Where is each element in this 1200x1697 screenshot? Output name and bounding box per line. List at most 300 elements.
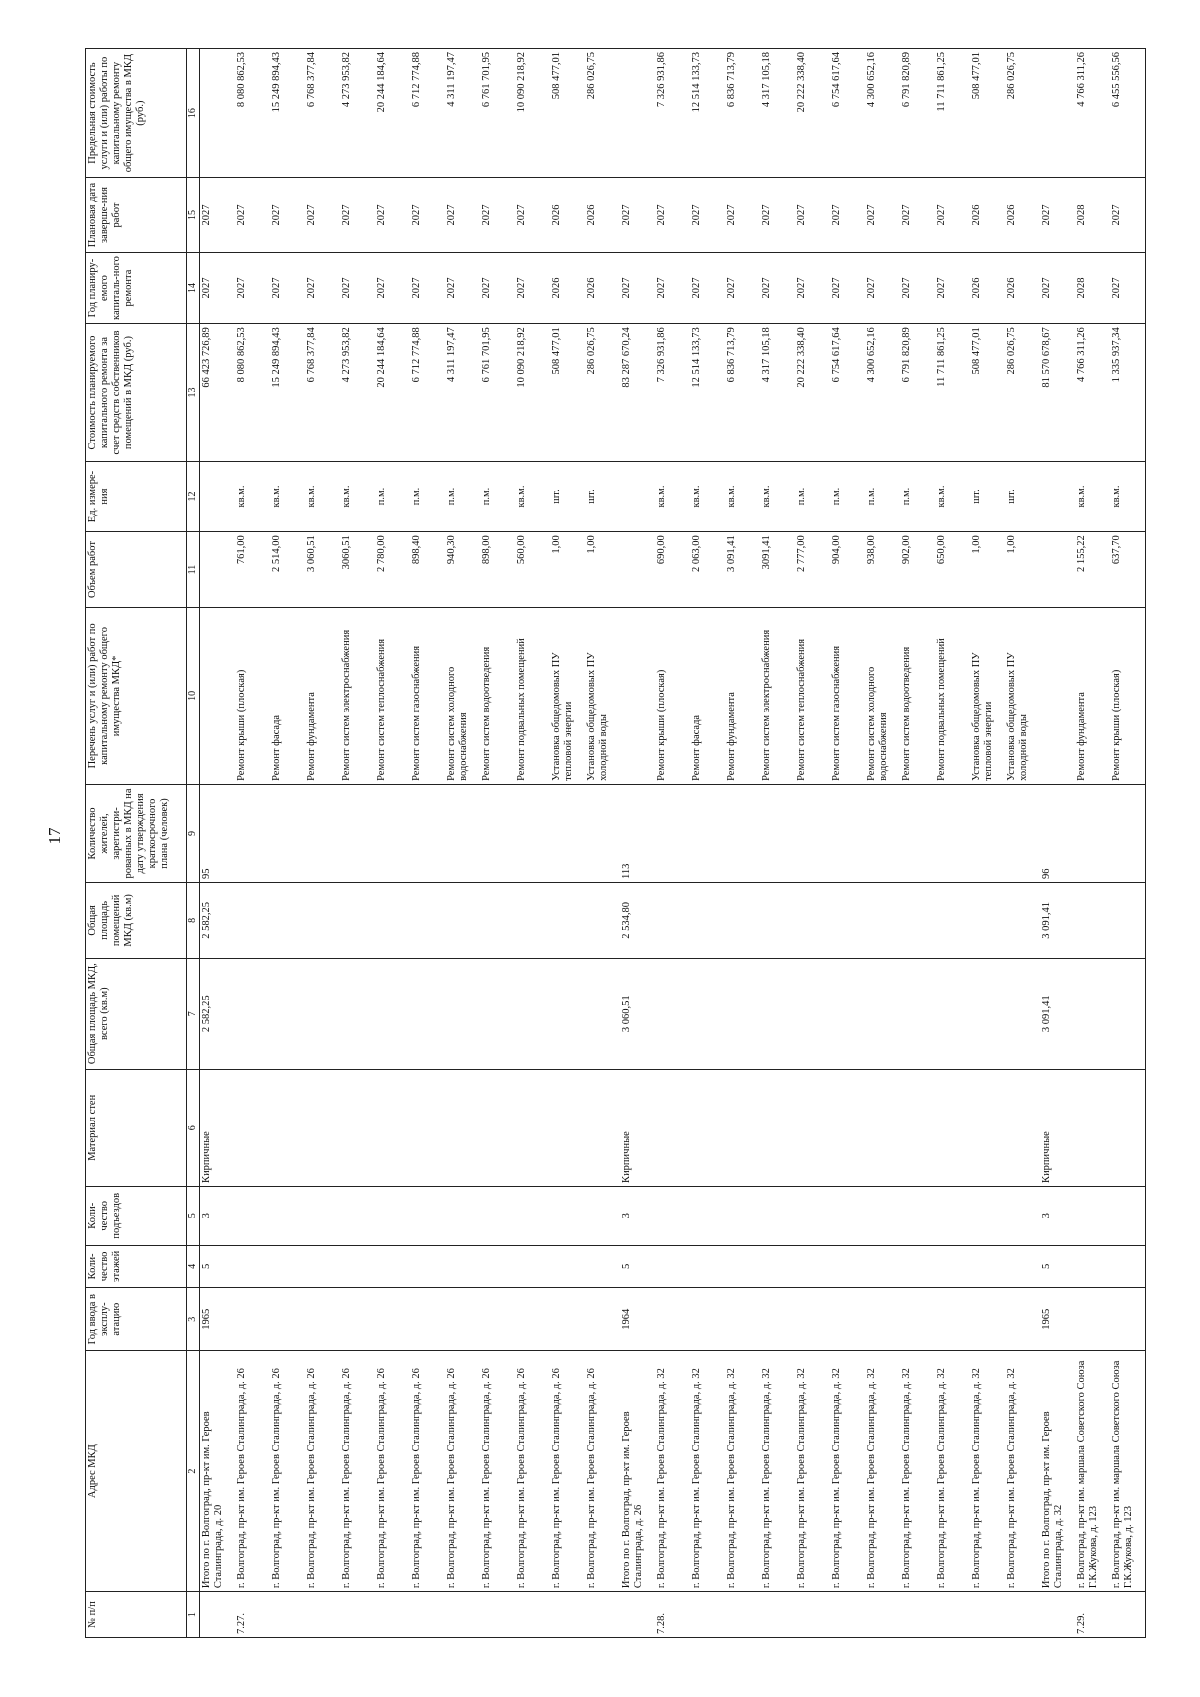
planned-year-cell: 2027 bbox=[830, 252, 865, 323]
planned-year-cell: 2026 bbox=[970, 252, 1005, 323]
planned-year-cell: 2027 bbox=[935, 252, 970, 323]
work-type-cell: Ремонт систем холодного водоснабжения bbox=[445, 607, 480, 784]
row-number bbox=[900, 1592, 935, 1638]
total-area-cell bbox=[760, 958, 795, 1069]
header-cell-7: Общая площадь МКД, всего (кв.м) bbox=[86, 958, 187, 1069]
max-cost-cell: 4 300 652,16 bbox=[865, 49, 900, 178]
address-cell: г. Волгоград, пр-кт им. Героев Сталинграда, д. 32 bbox=[900, 1351, 935, 1592]
planned-year-cell: 2027 bbox=[445, 252, 480, 323]
entrances-cell bbox=[690, 1186, 725, 1245]
wall-material-cell bbox=[865, 1069, 900, 1186]
year-built-cell bbox=[585, 1288, 620, 1351]
completion-date-cell: 2027 bbox=[270, 178, 305, 253]
unit-cell: кв.м. bbox=[235, 461, 270, 531]
entrances-cell bbox=[235, 1186, 270, 1245]
work-type-cell: Ремонт систем газоснабжения bbox=[410, 607, 445, 784]
table-row bbox=[305, 49, 340, 1638]
address-cell: г. Волгоград, пр-кт им. Героев Сталинграда, д. 32 bbox=[830, 1351, 865, 1592]
planned-year-cell: 2027 bbox=[760, 252, 795, 323]
header-cell-12: Ед. измере-ния bbox=[86, 461, 187, 531]
cost-cell: 83 287 670,24 bbox=[620, 324, 655, 462]
residents-cell bbox=[515, 784, 550, 882]
premises-area-cell bbox=[445, 883, 480, 959]
floors-cell bbox=[725, 1245, 760, 1288]
completion-date-cell: 2027 bbox=[305, 178, 340, 253]
completion-date-cell: 2027 bbox=[1040, 178, 1075, 253]
completion-date-cell: 2027 bbox=[340, 178, 375, 253]
total-area-cell: 2 582,25 bbox=[199, 958, 235, 1069]
year-built-cell bbox=[410, 1288, 445, 1351]
cost-cell: 6 768 377,84 bbox=[305, 324, 340, 462]
work-type-cell bbox=[620, 607, 655, 784]
max-cost-cell: 508 477,01 bbox=[970, 49, 1005, 178]
floors-cell bbox=[690, 1245, 725, 1288]
table-row bbox=[760, 49, 795, 1638]
work-volume-cell: 940,30 bbox=[445, 532, 480, 608]
planned-year-cell: 2026 bbox=[585, 252, 620, 323]
row-number bbox=[199, 1592, 235, 1638]
completion-date-cell: 2027 bbox=[1110, 178, 1146, 253]
wall-material-cell bbox=[970, 1069, 1005, 1186]
column-number: 13 bbox=[187, 324, 200, 462]
unit-cell: кв.м. bbox=[270, 461, 305, 531]
unit-cell: кв.м. bbox=[690, 461, 725, 531]
floors-cell: 5 bbox=[620, 1245, 655, 1288]
floors-cell bbox=[760, 1245, 795, 1288]
table-row bbox=[725, 49, 760, 1638]
completion-date-cell: 2027 bbox=[410, 178, 445, 253]
row-number bbox=[305, 1592, 340, 1638]
completion-date-cell: 2027 bbox=[375, 178, 410, 253]
total-area-cell bbox=[795, 958, 830, 1069]
header-cell-15: Плановая дата заверше-ния работ bbox=[86, 178, 187, 253]
cost-cell: 4 300 652,16 bbox=[865, 324, 900, 462]
residents-cell bbox=[270, 784, 305, 882]
wall-material-cell bbox=[795, 1069, 830, 1186]
cost-cell: 6 754 617,64 bbox=[830, 324, 865, 462]
address-cell: г. Волгоград, пр-кт им. Героев Сталинграда, д. 26 bbox=[585, 1351, 620, 1592]
wall-material-cell bbox=[655, 1069, 690, 1186]
work-type-cell: Ремонт крыши (плоская) bbox=[655, 607, 690, 784]
cost-cell: 6 791 820,89 bbox=[900, 324, 935, 462]
work-volume-cell: 904,00 bbox=[830, 532, 865, 608]
unit-cell: кв.м. bbox=[515, 461, 550, 531]
completion-date-cell: 2027 bbox=[795, 178, 830, 253]
max-cost-cell: 7 326 931,86 bbox=[655, 49, 690, 178]
cost-cell: 20 244 184,64 bbox=[375, 324, 410, 462]
header-cell-9: Количество жителей, зарегистри-рованных в МКД на дату утверждения краткосрочного плана (человек) bbox=[86, 784, 187, 882]
year-built-cell bbox=[830, 1288, 865, 1351]
premises-area-cell bbox=[515, 883, 550, 959]
entrances-cell: 3 bbox=[1040, 1186, 1075, 1245]
premises-area-cell bbox=[935, 883, 970, 959]
planned-year-cell: 2027 bbox=[305, 252, 340, 323]
cost-cell: 8 080 862,53 bbox=[235, 324, 270, 462]
row-number bbox=[515, 1592, 550, 1638]
max-cost-cell: 286 026,75 bbox=[585, 49, 620, 178]
floors-cell bbox=[1005, 1245, 1040, 1288]
floors-cell bbox=[305, 1245, 340, 1288]
work-volume-cell bbox=[1040, 532, 1075, 608]
work-type-cell: Ремонт фундамента bbox=[725, 607, 760, 784]
row-number bbox=[865, 1592, 900, 1638]
residents-cell bbox=[970, 784, 1005, 882]
table-row bbox=[515, 49, 550, 1638]
column-number: 8 bbox=[187, 883, 200, 959]
work-volume-cell: 1,00 bbox=[550, 532, 585, 608]
planned-year-cell: 2027 bbox=[865, 252, 900, 323]
repair-plan-table bbox=[85, 48, 1146, 1638]
address-cell: г. Волгоград, пр-кт им. Героев Сталинграда, д. 26 bbox=[480, 1351, 515, 1592]
planned-year-cell: 2027 bbox=[690, 252, 725, 323]
work-type-cell bbox=[199, 607, 235, 784]
work-volume-cell: 3 060,51 bbox=[305, 532, 340, 608]
address-cell: г. Волгоград, пр-кт им. Героев Сталинграда, д. 26 bbox=[375, 1351, 410, 1592]
address-cell: Итого по г. Волгоград, пр-кт им. Героев Сталинграда, д. 32 bbox=[1040, 1351, 1075, 1592]
year-built-cell bbox=[235, 1288, 270, 1351]
work-type-cell: Ремонт систем газоснабжения bbox=[830, 607, 865, 784]
total-area-cell: 3 091,41 bbox=[1040, 958, 1075, 1069]
column-number: 7 bbox=[187, 958, 200, 1069]
table-row bbox=[410, 49, 445, 1638]
residents-cell bbox=[410, 784, 445, 882]
planned-year-cell: 2027 bbox=[515, 252, 550, 323]
wall-material-cell: Кирпичные bbox=[199, 1069, 235, 1186]
cost-cell: 508 477,01 bbox=[550, 324, 585, 462]
planned-year-cell: 2027 bbox=[270, 252, 305, 323]
row-number bbox=[760, 1592, 795, 1638]
entrances-cell bbox=[1005, 1186, 1040, 1245]
work-volume-cell: 898,00 bbox=[480, 532, 515, 608]
row-number bbox=[830, 1592, 865, 1638]
work-type-cell: Ремонт фасада bbox=[270, 607, 305, 784]
planned-year-cell: 2027 bbox=[795, 252, 830, 323]
entrances-cell bbox=[970, 1186, 1005, 1245]
residents-cell bbox=[655, 784, 690, 882]
completion-date-cell: 2027 bbox=[620, 178, 655, 253]
total-area-cell bbox=[725, 958, 760, 1069]
premises-area-cell bbox=[690, 883, 725, 959]
cost-cell: 508 477,01 bbox=[970, 324, 1005, 462]
cost-cell: 286 026,75 bbox=[585, 324, 620, 462]
floors-cell bbox=[1075, 1245, 1110, 1288]
residents-cell bbox=[900, 784, 935, 882]
entrances-cell bbox=[445, 1186, 480, 1245]
work-volume-cell: 761,00 bbox=[235, 532, 270, 608]
header-cell-6: Материал стен bbox=[86, 1069, 187, 1186]
work-volume-cell: 637,70 bbox=[1110, 532, 1146, 608]
wall-material-cell bbox=[410, 1069, 445, 1186]
total-area-cell bbox=[585, 958, 620, 1069]
completion-date-cell: 2026 bbox=[970, 178, 1005, 253]
max-cost-cell: 6 791 820,89 bbox=[900, 49, 935, 178]
header-cell-10: Перечень услуг и (или) работ по капитальному ремонту общего имущества МКД* bbox=[86, 607, 187, 784]
total-area-cell bbox=[305, 958, 340, 1069]
residents-cell bbox=[445, 784, 480, 882]
column-number: 15 bbox=[187, 178, 200, 253]
floors-cell bbox=[1110, 1245, 1146, 1288]
address-cell: г. Волгоград, пр-кт им. Героев Сталинграда, д. 32 bbox=[865, 1351, 900, 1592]
year-built-cell bbox=[340, 1288, 375, 1351]
floors-cell bbox=[550, 1245, 585, 1288]
completion-date-cell: 2027 bbox=[515, 178, 550, 253]
unit-cell: п.м. bbox=[480, 461, 515, 531]
residents-cell: 95 bbox=[199, 784, 235, 882]
completion-date-cell: 2027 bbox=[865, 178, 900, 253]
year-built-cell bbox=[1005, 1288, 1040, 1351]
work-type-cell: Ремонт крыши (плоская) bbox=[235, 607, 270, 784]
max-cost-cell: 508 477,01 bbox=[550, 49, 585, 178]
unit-cell: кв.м. bbox=[655, 461, 690, 531]
header-cell-11: Объем работ bbox=[86, 532, 187, 608]
max-cost-cell bbox=[620, 49, 655, 178]
work-type-cell: Установка общедомовых ПУ холодной воды bbox=[1005, 607, 1040, 784]
address-cell: г. Волгоград, пр-кт им. Героев Сталинграда, д. 26 bbox=[340, 1351, 375, 1592]
residents-cell bbox=[830, 784, 865, 882]
total-area-cell bbox=[550, 958, 585, 1069]
year-built-cell bbox=[550, 1288, 585, 1351]
year-built-cell bbox=[270, 1288, 305, 1351]
table-row bbox=[690, 49, 725, 1638]
max-cost-cell: 286 026,75 bbox=[1005, 49, 1040, 178]
planned-year-cell: 2027 bbox=[199, 252, 235, 323]
year-built-cell bbox=[515, 1288, 550, 1351]
max-cost-cell: 4 317 105,18 bbox=[760, 49, 795, 178]
row-number bbox=[480, 1592, 515, 1638]
address-cell: г. Волгоград, пр-кт им. Героев Сталинграда, д. 32 bbox=[690, 1351, 725, 1592]
wall-material-cell bbox=[235, 1069, 270, 1186]
table-row bbox=[1075, 49, 1110, 1638]
unit-cell bbox=[620, 461, 655, 531]
work-type-cell: Ремонт систем электроснабжения bbox=[340, 607, 375, 784]
address-cell: г. Волгоград, пр-кт им. Героев Сталинграда, д. 26 bbox=[410, 1351, 445, 1592]
address-cell: г. Волгоград, пр-кт им. Героев Сталинграда, д. 26 bbox=[305, 1351, 340, 1592]
floors-cell bbox=[410, 1245, 445, 1288]
year-built-cell bbox=[725, 1288, 760, 1351]
year-built-cell bbox=[1110, 1288, 1146, 1351]
header-cell-4: Коли-чество этажей bbox=[86, 1245, 187, 1288]
floors-cell bbox=[340, 1245, 375, 1288]
year-built-cell bbox=[970, 1288, 1005, 1351]
table-row bbox=[830, 49, 865, 1638]
work-type-cell bbox=[1040, 607, 1075, 784]
floors-cell bbox=[830, 1245, 865, 1288]
unit-cell: кв.м. bbox=[340, 461, 375, 531]
floors-cell bbox=[900, 1245, 935, 1288]
table-body bbox=[199, 49, 1145, 1638]
row-number: 7.27. bbox=[235, 1592, 270, 1638]
column-number: 6 bbox=[187, 1069, 200, 1186]
residents-cell bbox=[550, 784, 585, 882]
address-cell: г. Волгоград, пр-кт им. Героев Сталинграда, д. 32 bbox=[760, 1351, 795, 1592]
cost-cell: 12 514 133,73 bbox=[690, 324, 725, 462]
table-row bbox=[270, 49, 305, 1638]
entrances-cell bbox=[1075, 1186, 1110, 1245]
wall-material-cell bbox=[305, 1069, 340, 1186]
max-cost-cell: 6 761 701,95 bbox=[480, 49, 515, 178]
address-cell: Итого по г. Волгоград, пр-кт им. Героев Сталинграда, д. 20 bbox=[199, 1351, 235, 1592]
work-volume-cell: 2 063,00 bbox=[690, 532, 725, 608]
work-type-cell: Ремонт крыши (плоская) bbox=[1110, 607, 1146, 784]
cost-cell: 4 273 953,82 bbox=[340, 324, 375, 462]
cost-cell: 4 311 197,47 bbox=[445, 324, 480, 462]
wall-material-cell: Кирпичные bbox=[620, 1069, 655, 1186]
table-row bbox=[480, 49, 515, 1638]
max-cost-cell: 6 712 774,88 bbox=[410, 49, 445, 178]
total-area-cell bbox=[480, 958, 515, 1069]
work-volume-cell: 650,00 bbox=[935, 532, 970, 608]
column-number: 5 bbox=[187, 1186, 200, 1245]
premises-area-cell bbox=[1110, 883, 1146, 959]
work-type-cell: Ремонт систем водоотведения bbox=[900, 607, 935, 784]
total-area-cell: 3 060,51 bbox=[620, 958, 655, 1069]
wall-material-cell bbox=[270, 1069, 305, 1186]
entrances-cell bbox=[830, 1186, 865, 1245]
row-number bbox=[620, 1592, 655, 1638]
work-volume-cell: 3060,51 bbox=[340, 532, 375, 608]
entrances-cell: 3 bbox=[199, 1186, 235, 1245]
residents-cell bbox=[235, 784, 270, 882]
row-number bbox=[935, 1592, 970, 1638]
wall-material-cell bbox=[1005, 1069, 1040, 1186]
total-area-cell bbox=[690, 958, 725, 1069]
premises-area-cell: 2 582,25 bbox=[199, 883, 235, 959]
row-number bbox=[795, 1592, 830, 1638]
entrances-cell bbox=[1110, 1186, 1146, 1245]
cost-cell: 6 761 701,95 bbox=[480, 324, 515, 462]
unit-cell: шт. bbox=[550, 461, 585, 531]
unit-cell: п.м. bbox=[865, 461, 900, 531]
address-cell: г. Волгоград, пр-кт им. Героев Сталинграда, д. 32 bbox=[795, 1351, 830, 1592]
work-volume-cell: 2 155,22 bbox=[1075, 532, 1110, 608]
year-built-cell: 1965 bbox=[1040, 1288, 1075, 1351]
column-number: 4 bbox=[187, 1245, 200, 1288]
work-type-cell: Ремонт фасада bbox=[690, 607, 725, 784]
column-number: 2 bbox=[187, 1351, 200, 1592]
row-number bbox=[690, 1592, 725, 1638]
address-cell: г. Волгоград, пр-кт им. Героев Сталинграда, д. 26 bbox=[550, 1351, 585, 1592]
premises-area-cell bbox=[1075, 883, 1110, 959]
completion-date-cell: 2027 bbox=[830, 178, 865, 253]
planned-year-cell: 2027 bbox=[725, 252, 760, 323]
floors-cell bbox=[935, 1245, 970, 1288]
completion-date-cell: 2027 bbox=[199, 178, 235, 253]
residents-cell bbox=[935, 784, 970, 882]
row-number bbox=[725, 1592, 760, 1638]
total-area-cell bbox=[830, 958, 865, 1069]
premises-area-cell bbox=[865, 883, 900, 959]
premises-area-cell bbox=[900, 883, 935, 959]
wall-material-cell bbox=[935, 1069, 970, 1186]
cost-cell: 20 222 338,40 bbox=[795, 324, 830, 462]
unit-cell: кв.м. bbox=[1110, 461, 1146, 531]
wall-material-cell bbox=[1075, 1069, 1110, 1186]
cost-cell: 7 326 931,86 bbox=[655, 324, 690, 462]
premises-area-cell bbox=[830, 883, 865, 959]
total-area-cell bbox=[970, 958, 1005, 1069]
unit-cell: кв.м. bbox=[760, 461, 795, 531]
work-type-cell: Ремонт систем водоотведения bbox=[480, 607, 515, 784]
address-cell: г. Волгоград, пр-кт им. Героев Сталинграда, д. 26 bbox=[235, 1351, 270, 1592]
table-row bbox=[970, 49, 1005, 1638]
total-area-cell bbox=[1005, 958, 1040, 1069]
total-area-cell bbox=[865, 958, 900, 1069]
table-row bbox=[620, 49, 655, 1638]
premises-area-cell: 2 534,80 bbox=[620, 883, 655, 959]
max-cost-cell: 8 080 862,53 bbox=[235, 49, 270, 178]
max-cost-cell: 4 311 197,47 bbox=[445, 49, 480, 178]
address-cell: г. Волгоград, пр-кт им. маршала Советского Союза Г.К.Жукова, д. 123 bbox=[1110, 1351, 1146, 1592]
planned-year-cell: 2027 bbox=[340, 252, 375, 323]
max-cost-cell: 4 273 953,82 bbox=[340, 49, 375, 178]
year-built-cell bbox=[655, 1288, 690, 1351]
residents-cell bbox=[760, 784, 795, 882]
year-built-cell bbox=[795, 1288, 830, 1351]
work-volume-cell bbox=[620, 532, 655, 608]
work-volume-cell: 898,40 bbox=[410, 532, 445, 608]
floors-cell bbox=[480, 1245, 515, 1288]
residents-cell bbox=[480, 784, 515, 882]
max-cost-cell: 15 249 894,43 bbox=[270, 49, 305, 178]
planned-year-cell: 2027 bbox=[410, 252, 445, 323]
work-type-cell: Ремонт фундамента bbox=[305, 607, 340, 784]
entrances-cell bbox=[375, 1186, 410, 1245]
completion-date-cell: 2026 bbox=[550, 178, 585, 253]
work-volume-cell: 3 091,41 bbox=[725, 532, 760, 608]
table-row bbox=[1110, 49, 1146, 1638]
residents-cell bbox=[375, 784, 410, 882]
year-built-cell bbox=[760, 1288, 795, 1351]
cost-cell: 10 090 218,92 bbox=[515, 324, 550, 462]
residents-cell bbox=[1110, 784, 1146, 882]
header-cell-1: № п/п bbox=[86, 1592, 187, 1638]
floors-cell: 5 bbox=[1040, 1245, 1075, 1288]
wall-material-cell bbox=[1110, 1069, 1146, 1186]
table-row bbox=[235, 49, 270, 1638]
work-volume-cell: 938,00 bbox=[865, 532, 900, 608]
wall-material-cell bbox=[725, 1069, 760, 1186]
planned-year-cell: 2027 bbox=[235, 252, 270, 323]
residents-cell bbox=[690, 784, 725, 882]
table-row bbox=[795, 49, 830, 1638]
max-cost-cell bbox=[1040, 49, 1075, 178]
work-type-cell: Установка общедомовых ПУ холодной воды bbox=[585, 607, 620, 784]
year-built-cell bbox=[1075, 1288, 1110, 1351]
floors-cell bbox=[865, 1245, 900, 1288]
premises-area-cell bbox=[760, 883, 795, 959]
column-number: 11 bbox=[187, 532, 200, 608]
floors-cell bbox=[795, 1245, 830, 1288]
premises-area-cell bbox=[550, 883, 585, 959]
address-cell: г. Волгоград, пр-кт им. маршала Советского Союза Г.К.Жукова, д. 123 bbox=[1075, 1351, 1110, 1592]
premises-area-cell bbox=[375, 883, 410, 959]
floors-cell bbox=[655, 1245, 690, 1288]
entrances-cell bbox=[340, 1186, 375, 1245]
table-row bbox=[1005, 49, 1040, 1638]
cost-cell: 81 570 678,67 bbox=[1040, 324, 1075, 462]
cost-cell: 15 249 894,43 bbox=[270, 324, 305, 462]
table-row bbox=[935, 49, 970, 1638]
planned-year-cell: 2027 bbox=[620, 252, 655, 323]
year-built-cell bbox=[865, 1288, 900, 1351]
floors-cell bbox=[515, 1245, 550, 1288]
table-row bbox=[550, 49, 585, 1638]
work-volume-cell: 2 514,00 bbox=[270, 532, 305, 608]
header-row bbox=[86, 49, 187, 1638]
premises-area-cell bbox=[480, 883, 515, 959]
work-type-cell: Ремонт систем электроснабжения bbox=[760, 607, 795, 784]
header-cell-3: Год ввода в эксплу-атацию bbox=[86, 1288, 187, 1351]
